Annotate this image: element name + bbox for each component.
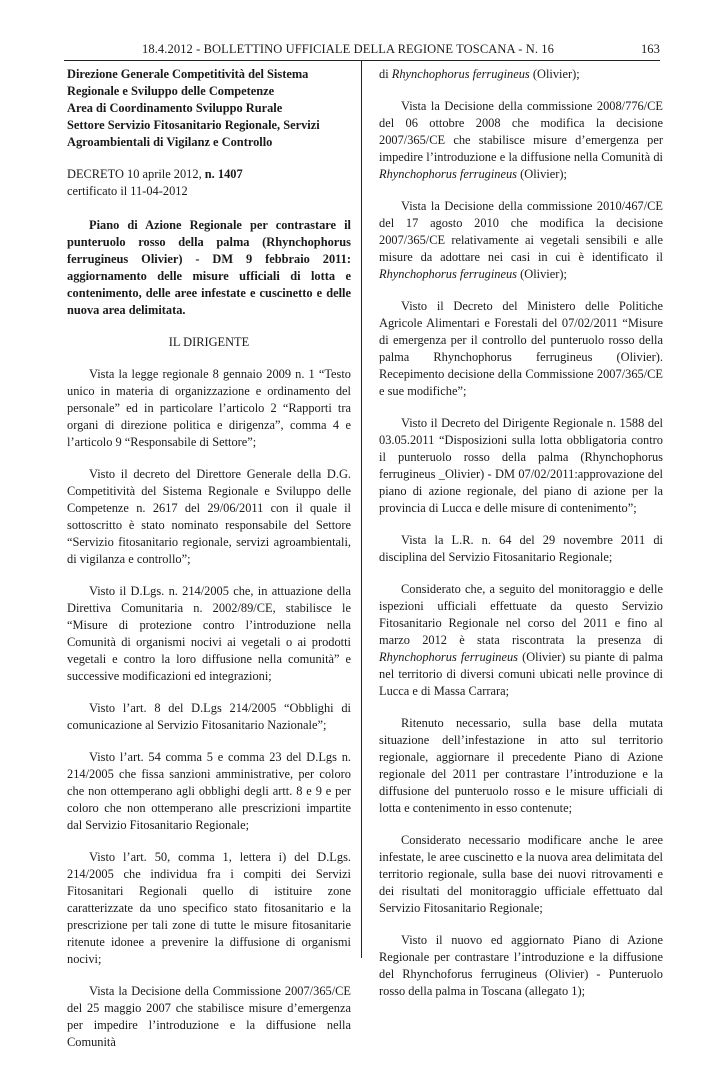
left-column bbox=[67, 66, 351, 1066]
decree-number: n. 1407 bbox=[204, 167, 243, 181]
recital-paragraph: Ritenuto necessario, sulla base della mutata situazione dell’infestazione in atto sul territorio regionale, aggiornare il precedente Piano di Azione regionale del 2011 per contrastare l’introduzione e la diffusione del punteruolo rosso e le misure ufficiali di lotta e contenimento in esso contenute; bbox=[379, 716, 663, 815]
recital-continuation bbox=[379, 66, 663, 83]
recital-paragraph: Visto il nuovo ed aggiornato Piano di Azione Regionale per contrastare l’introduzione e la diffusione del Rhynchoforus ferrugineus (Olivier) - Punteruolo rosso della palma in Toscana (allegato 1); bbox=[379, 933, 663, 998]
recital-paragraph: Considerato necessario modificare anche le aree infestate, le aree cuscinetto e la nuova area delimitata del territorio regionale, sulla base dei nuovi ritrovamenti e dei risultati del monitoraggio ufficiale effettuato dal Servizio Fitosanitario Regionale; bbox=[379, 833, 663, 915]
recital-paragraph: Visto il D.Lgs. n. 214/2005 che, in attuazione della Direttiva Comunitaria n. 2002/89/CE, stabilisce le “Misure di protezione contro l’introduzione nella Comunità di organismi nocivi ai vegetali o ai prodotti vegetali e contro la loro diffusione nella comunità” e successive modificazioni ed integrazioni; bbox=[67, 584, 351, 683]
recital-paragraph: Visto il Decreto del Ministero delle Politiche Agricole Alimentari e Forestali del 07/02/2011 “Misure di emergenza per il controllo del punteruolo rosso della palma Rhynchophorus ferrugineus (Olivier). Recepimento decisione della Commissione 2007/365/CE e sue modifiche”; bbox=[379, 299, 663, 398]
office-line: Direzione Generale Competitività del Sistema bbox=[67, 67, 309, 81]
species-name: Rhynchophorus ferrugineus bbox=[379, 167, 518, 181]
recital-paragraph: Visto l’art. 54 comma 5 e comma 23 del D.Lgs n. 214/2005 che fissa sanzioni amministrative, per coloro che non ottemperano agli obblighi degli artt. 8 e 9 e per coloro che non ottemperano alle prescrizioni impartite dal Servizio Fitosanitario Regionale; bbox=[67, 750, 351, 832]
decree-subject: Piano di Azione Regionale per contrastare il punteruolo rosso della palma (Rhynchophorus ferrugineus Olivier) - DM 9 febbraio 2011: aggiornamento delle misure ufficiali di lotta e contenimento, delle aree infestate e cuscinetto e delle nuova area delimitata. bbox=[67, 218, 351, 317]
text-run: (Olivier); bbox=[517, 167, 567, 181]
text-run: (Olivier); bbox=[529, 67, 580, 81]
recital-paragraph: Visto l’art. 50, comma 1, lettera i) del D.Lgs. 214/2005 che individua fra i compiti dei Servizi Fitosanitari Regionali quello di istituire zone caratterizzate da uno specifico stato fitosanitario e la prescrizione per tali zone di tutte le misure fitosanitarie ritenute idonee a prevenire la diffusione di organismi nocivi; bbox=[67, 850, 351, 966]
page-number: 163 bbox=[640, 42, 660, 56]
right-column bbox=[379, 66, 663, 1015]
text-run: Vista la Decisione della commissione 2008/776/CE del 06 ottobre 2008 che modifica la decisione 2007/365/CE che stabilisce misure d’emergenza per impedire l’introduzione e la diffusione nella Comunità di bbox=[379, 99, 663, 164]
recital-paragraph: Visto il decreto del Direttore Generale della D.G. Competitività del Sistema Regionale e Sviluppo delle Competenze n. 2617 del 29/06/2011 con il quale il sottoscritto è stato nominato responsabile del Settore “Servizio fitosanitario regionale, servizi agroambientali, di vigilanza e controllo”; bbox=[67, 467, 351, 566]
recital-paragraph: Vista la legge regionale 8 gennaio 2009 n. 1 “Testo unico in materia di organizzazione e ordinamento del personale” ed in particolare l’articolo 2 “Rapporti tra organi di direzione politica e dirigenza”, comma 4 e l’articolo 9 “Responsabile di Settore”; bbox=[67, 367, 351, 449]
decree-line bbox=[67, 166, 351, 183]
recital-paragraph: Vista la L.R. n. 64 del 29 novembre 2011 di disciplina del Servizio Fitosanitario Regionale; bbox=[379, 533, 663, 564]
page-header bbox=[64, 40, 660, 60]
decree-date: DECRETO 10 aprile 2012, bbox=[67, 167, 205, 181]
recital-paragraph: Visto l’art. 8 del D.Lgs 214/2005 “Obblighi di comunicazione al Servizio Fitosanitario Nazionale”; bbox=[67, 701, 351, 732]
column-divider bbox=[361, 61, 362, 958]
species-name: Rhynchophorus ferrugineus bbox=[379, 267, 518, 281]
recital-paragraph: Vista la Decisione della Commissione 2007/365/CE del 25 maggio 2007 che stabilisce misure d’emergenza per impedire l’introduzione e la diffusione nella Comunità bbox=[67, 984, 351, 1049]
species-name: Rhynchophorus ferrugineus bbox=[391, 67, 530, 81]
office-line: Regionale e Sviluppo delle Competenze bbox=[67, 84, 275, 98]
recital-paragraph bbox=[379, 581, 663, 700]
recital-paragraph bbox=[379, 198, 663, 283]
text-run: Considerato che, a seguito del monitoraggio e delle ispezioni ufficiali effettuate da questo Servizio Fitosanitario Regionale nel corso del 2011 e fino al marzo 2012 è stata riscontrata la presenza di bbox=[379, 582, 663, 647]
text-run: (Olivier) su piante di palma nel territorio di diversi comuni ubicati nelle province di Lucca e di Massa Carrara; bbox=[379, 650, 663, 698]
text-run: Vista la Decisione della commissione 2010/467/CE del 17 agosto 2010 che modifica la decisione 2007/365/CE relativamente ai vegetali sensibili e alle misure da adottare nei casi in cui è identificato il bbox=[379, 199, 663, 264]
bulletin-title: 18.4.2012 - BOLLETTINO UFFICIALE DELLA REGIONE TOSCANA - N. 16 bbox=[142, 42, 554, 56]
issuing-office bbox=[67, 66, 351, 151]
text-run: di bbox=[379, 67, 392, 81]
office-line: Agroambientali di Vigilanz e Controllo bbox=[67, 135, 273, 149]
recital-paragraph: Visto il Decreto del Dirigente Regionale n. 1588 del 03.05.2011 “Disposizioni sulla lotta obbligatoria contro il punteruolo rosso della palma (Rhynchophorus ferrugineus _Olivier) - DM 07/02/2011:approvazione del piano di azione regionale, del piano di azione per la provincia di Lucca e delle misure di contenimento”; bbox=[379, 416, 663, 515]
decree-heading bbox=[67, 166, 351, 200]
header-rule bbox=[64, 60, 660, 61]
species-name: Rhynchophorus ferrugineus bbox=[379, 650, 518, 664]
office-line: Settore Servizio Fitosanitario Regionale, Servizi bbox=[67, 118, 320, 132]
text-run: (Olivier); bbox=[517, 267, 567, 281]
recital-paragraph bbox=[379, 98, 663, 183]
office-line: Area di Coordinamento Sviluppo Rurale bbox=[67, 101, 283, 115]
certification-date: certificato il 11-04-2012 bbox=[67, 184, 188, 198]
section-heading: IL DIRIGENTE bbox=[168, 335, 250, 349]
